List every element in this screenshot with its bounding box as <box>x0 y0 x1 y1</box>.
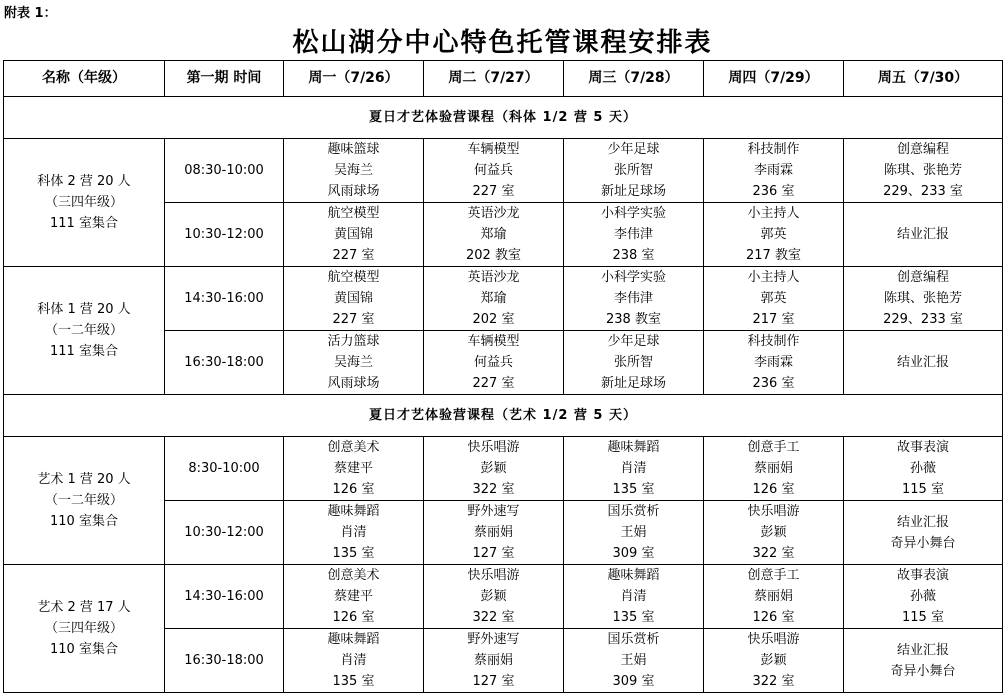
course-cell <box>424 203 564 267</box>
cell-line: 肖清 <box>340 653 367 668</box>
cell-line: 创意编程 <box>896 270 949 285</box>
cell-line: 何益兵 <box>473 163 513 178</box>
cell-line: 英语沙龙 <box>467 270 520 285</box>
course-cell <box>564 565 704 629</box>
cell-line: 322 室 <box>752 546 795 561</box>
cell-line: 奇异小舞台 <box>890 663 956 679</box>
cell-line: 李雨霖 <box>753 163 793 178</box>
cell-line: 郑瑜 <box>480 227 507 242</box>
cell-line: 车辆模型 <box>467 142 520 157</box>
course-cell <box>564 629 704 693</box>
course-cell <box>844 331 1003 395</box>
camp-name-cell <box>4 267 165 395</box>
cell-line: 227 室 <box>472 184 515 199</box>
cell-line: 新址足球场 <box>600 376 666 391</box>
cell-line: 陈琪、张艳芳 <box>883 291 962 306</box>
header-cell: 周四（7/29） <box>704 61 844 97</box>
cell-line: 快乐唱游 <box>467 568 520 583</box>
cell-line: 郭英 <box>760 227 787 242</box>
cell-line: 127 室 <box>472 546 515 561</box>
cell-line: 故事表演 <box>896 440 949 455</box>
course-cell <box>704 501 844 565</box>
cell-line: 126 室 <box>752 610 795 625</box>
course-cell <box>284 437 424 501</box>
course-cell <box>284 203 424 267</box>
course-cell <box>564 203 704 267</box>
cell-line: 肖清 <box>340 525 367 540</box>
header-cell: 周五（7/30） <box>844 61 1003 97</box>
cell-line: 车辆模型 <box>467 334 520 349</box>
cell-line: 故事表演 <box>896 568 949 583</box>
cell-line: 238 室 <box>612 248 655 263</box>
cell-line: 快乐唱游 <box>467 440 520 455</box>
course-cell <box>704 267 844 331</box>
session-row <box>4 139 1003 203</box>
cell-line: 李伟津 <box>613 291 653 306</box>
cell-line: 创意编程 <box>896 142 949 157</box>
page-title: 松山湖分中心特色托管课程安排表 <box>292 28 713 58</box>
cell-line: 135 室 <box>612 482 655 497</box>
course-cell <box>424 267 564 331</box>
course-cell <box>844 203 1003 267</box>
cell-line: 郑瑜 <box>480 291 507 306</box>
cell-line: 新址足球场 <box>600 184 666 199</box>
cell-line: 趣味舞蹈 <box>327 632 380 647</box>
cell-line: 蔡丽娟 <box>473 525 513 540</box>
cell-line: 快乐唱游 <box>747 504 800 519</box>
course-cell <box>844 267 1003 331</box>
cell-line: 110 室集合 <box>50 642 118 657</box>
cell-line: 蔡丽娟 <box>473 653 513 668</box>
section-title: 夏日才艺体验营课程（艺术 1/2 营 5 天） <box>4 395 1003 437</box>
cell-line: 创意美术 <box>327 568 380 583</box>
course-cell <box>424 139 564 203</box>
cell-line: 238 教室 <box>606 312 661 327</box>
course-cell <box>424 565 564 629</box>
course-cell <box>424 629 564 693</box>
cell-line: 肖清 <box>620 461 647 476</box>
cell-line: 结业汇报 <box>896 514 949 530</box>
cell-line: 236 室 <box>752 184 795 199</box>
cell-line: 小主持人 <box>747 270 800 285</box>
cell-line: 郭英 <box>760 291 787 306</box>
header-cell: 周二（7/27） <box>424 61 564 97</box>
cell-line: 小科学实验 <box>600 206 666 221</box>
cell-line: 115 室 <box>902 610 944 625</box>
cell-line: 115 室 <box>902 482 944 497</box>
cell-line: 322 室 <box>472 482 515 497</box>
course-cell <box>284 139 424 203</box>
session-time: 14:30-16:00 <box>165 565 284 629</box>
header-cell: 第一期 时间 <box>165 61 284 97</box>
cell-line: 111 室集合 <box>50 216 118 231</box>
cell-line: 小主持人 <box>747 206 800 221</box>
course-cell <box>704 437 844 501</box>
session-time: 8:30-10:00 <box>165 437 284 501</box>
course-cell <box>844 139 1003 203</box>
cell-line: 艺术 2 营 17 人 <box>37 600 131 615</box>
header-cell: 周三（7/28） <box>564 61 704 97</box>
cell-line: （三四年级） <box>44 621 123 636</box>
cell-line: 野外速写 <box>467 504 520 519</box>
cell-line: 322 室 <box>752 674 795 689</box>
cell-line: 活力篮球 <box>327 334 380 349</box>
cell-line: 127 室 <box>472 674 515 689</box>
cell-line: 王娟 <box>620 525 647 540</box>
header-row <box>4 61 1003 97</box>
cell-line: 322 室 <box>472 610 515 625</box>
cell-line: 趣味舞蹈 <box>607 440 660 455</box>
course-cell <box>564 139 704 203</box>
cell-line: 风雨球场 <box>327 376 380 391</box>
cell-line: 航空模型 <box>327 270 380 285</box>
cell-line: 彭颖 <box>480 461 507 476</box>
cell-line: 少年足球 <box>607 142 660 157</box>
cell-line: 小科学实验 <box>600 270 666 285</box>
header-cell: 周一（7/26） <box>284 61 424 97</box>
course-cell <box>284 565 424 629</box>
cell-line: 229、233 室 <box>883 312 963 327</box>
cell-line: 李伟津 <box>613 227 653 242</box>
session-time: 10:30-12:00 <box>165 203 284 267</box>
camp-name-cell <box>4 139 165 267</box>
cell-line: 创意美术 <box>327 440 380 455</box>
session-time: 14:30-16:00 <box>165 267 284 331</box>
cell-line: 孙薇 <box>909 589 936 604</box>
cell-line: 快乐唱游 <box>747 632 800 647</box>
cell-line: 111 室集合 <box>50 344 118 359</box>
course-cell <box>564 331 704 395</box>
cell-line: 蔡建平 <box>333 461 373 476</box>
cell-line: 黄国锦 <box>333 227 373 242</box>
cell-line: 135 室 <box>332 674 375 689</box>
cell-line: 趣味舞蹈 <box>327 504 380 519</box>
cell-line: 蔡丽娟 <box>753 589 793 604</box>
cell-line: 风雨球场 <box>327 184 380 199</box>
cell-line: 野外速写 <box>467 632 520 647</box>
session-row <box>4 267 1003 331</box>
cell-line: （一二年级） <box>44 323 123 338</box>
course-cell <box>844 437 1003 501</box>
course-cell <box>704 565 844 629</box>
cell-line: 202 教室 <box>466 248 521 263</box>
cell-line: 126 室 <box>332 610 375 625</box>
cell-line: 趣味篮球 <box>327 142 380 157</box>
course-cell <box>424 437 564 501</box>
session-row <box>4 437 1003 501</box>
section-row <box>4 97 1003 139</box>
cell-line: 孙薇 <box>909 461 936 476</box>
cell-line: 135 室 <box>332 546 375 561</box>
cell-line: 肖清 <box>620 589 647 604</box>
course-cell <box>564 437 704 501</box>
cell-line: （一二年级） <box>44 493 123 508</box>
cell-line: 227 室 <box>472 376 515 391</box>
cell-line: 张所智 <box>613 163 653 178</box>
cell-line: 202 室 <box>472 312 515 327</box>
schedule-table <box>3 60 1003 693</box>
cell-line: 趣味舞蹈 <box>607 568 660 583</box>
cell-line: 135 室 <box>612 610 655 625</box>
course-cell <box>844 629 1003 693</box>
course-cell <box>704 629 844 693</box>
course-cell <box>704 139 844 203</box>
course-cell <box>704 203 844 267</box>
course-cell <box>424 501 564 565</box>
cell-line: 229、233 室 <box>883 184 963 199</box>
cell-line: 227 室 <box>332 248 375 263</box>
cell-line: 309 室 <box>612 674 655 689</box>
schedule-body <box>4 61 1003 693</box>
cell-line: 艺术 1 营 20 人 <box>37 472 131 487</box>
cell-line: 227 室 <box>332 312 375 327</box>
course-cell <box>704 331 844 395</box>
cell-line: 航空模型 <box>327 206 380 221</box>
cell-line: 何益兵 <box>473 355 513 370</box>
cell-line: 吴海兰 <box>333 355 373 370</box>
course-cell <box>284 331 424 395</box>
course-cell <box>284 629 424 693</box>
cell-line: 彭颖 <box>760 525 787 540</box>
cell-line: 创意手工 <box>747 568 800 583</box>
course-cell <box>564 267 704 331</box>
cell-line: 张所智 <box>613 355 653 370</box>
session-row <box>4 565 1003 629</box>
cell-line: 王娟 <box>620 653 647 668</box>
cell-line: 科技制作 <box>747 334 800 349</box>
course-cell <box>564 501 704 565</box>
cell-line: 英语沙龙 <box>467 206 520 221</box>
cell-line: 国乐赏析 <box>607 632 660 647</box>
cell-line: 科技制作 <box>747 142 800 157</box>
course-cell <box>284 501 424 565</box>
section-row <box>4 395 1003 437</box>
cell-line: 彭颖 <box>760 653 787 668</box>
cell-line: 科体 1 营 20 人 <box>37 302 131 317</box>
cell-line: 236 室 <box>752 376 795 391</box>
cell-line: 结业汇报 <box>896 642 949 658</box>
cell-line: 少年足球 <box>607 334 660 349</box>
cell-line: 126 室 <box>752 482 795 497</box>
camp-name-cell <box>4 437 165 565</box>
course-cell <box>844 565 1003 629</box>
appendix-label: 附表 1： <box>4 6 57 21</box>
session-time: 08:30-10:00 <box>165 139 284 203</box>
cell-line: 217 教室 <box>746 248 801 263</box>
section-title: 夏日才艺体验营课程（科体 1/2 营 5 天） <box>4 97 1003 139</box>
cell-line: 科体 2 营 20 人 <box>37 174 131 189</box>
cell-line: 结业汇报 <box>896 355 949 370</box>
cell-line: 126 室 <box>332 482 375 497</box>
cell-line: 110 室集合 <box>50 514 118 529</box>
cell-line: 创意手工 <box>747 440 800 455</box>
cell-line: 彭颖 <box>480 589 507 604</box>
cell-line: 217 室 <box>752 312 795 327</box>
cell-line: 李雨霖 <box>753 355 793 370</box>
course-cell <box>284 267 424 331</box>
session-time: 10:30-12:00 <box>165 501 284 565</box>
cell-line: 奇异小舞台 <box>890 535 956 551</box>
cell-line: 国乐赏析 <box>607 504 660 519</box>
course-cell <box>844 501 1003 565</box>
camp-name-cell <box>4 565 165 693</box>
session-time: 16:30-18:00 <box>165 331 284 395</box>
header-cell: 名称（年级） <box>4 61 165 97</box>
course-cell <box>424 331 564 395</box>
cell-line: 黄国锦 <box>333 291 373 306</box>
cell-line: （三四年级） <box>44 195 123 210</box>
cell-line: 结业汇报 <box>896 227 949 242</box>
session-time: 16:30-18:00 <box>165 629 284 693</box>
cell-line: 蔡建平 <box>333 589 373 604</box>
cell-line: 309 室 <box>612 546 655 561</box>
cell-line: 陈琪、张艳芳 <box>883 163 962 178</box>
cell-line: 蔡丽娟 <box>753 461 793 476</box>
cell-line: 吴海兰 <box>333 163 373 178</box>
